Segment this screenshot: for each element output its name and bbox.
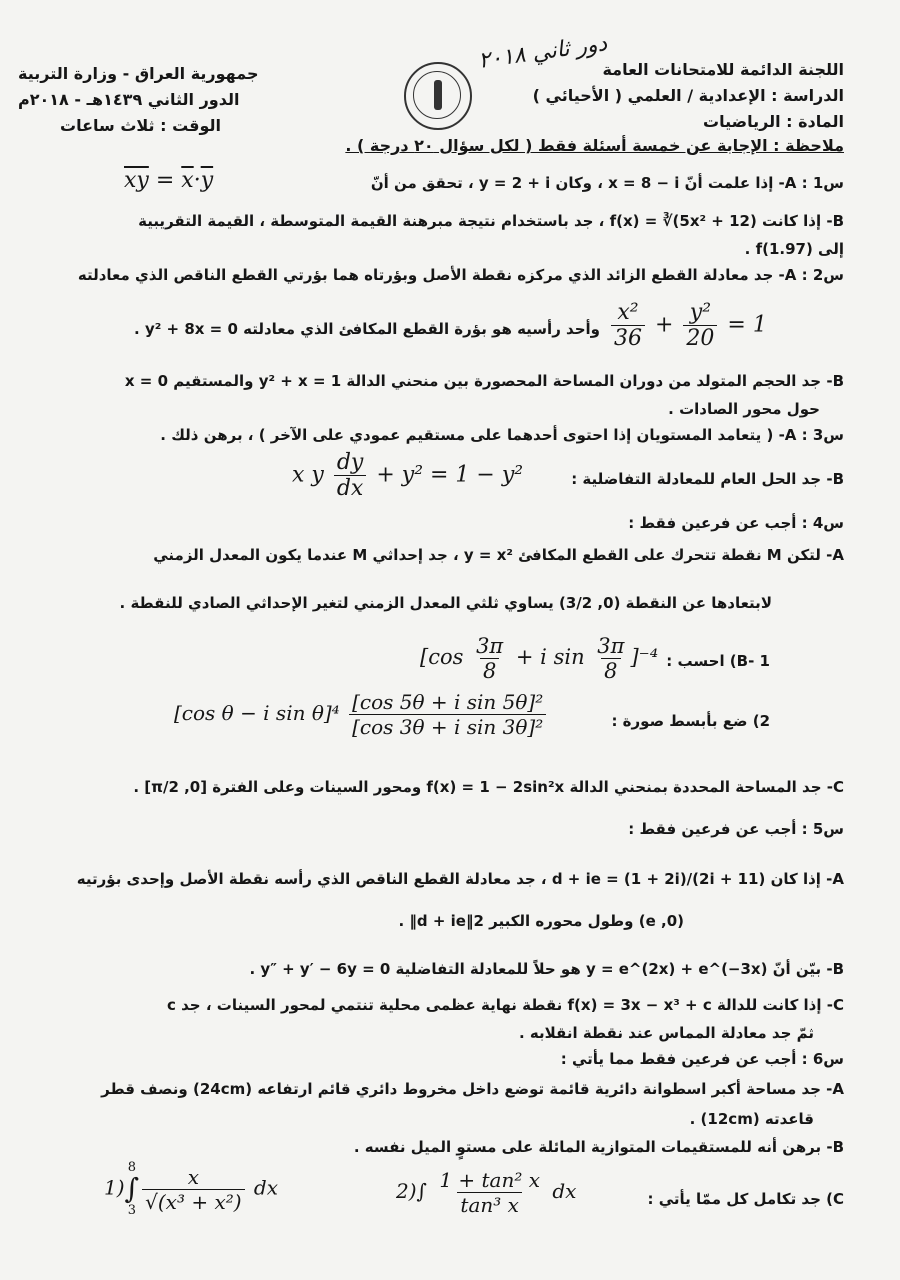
committee-name: اللجنة الدائمة للامتحانات العامة: [602, 60, 844, 79]
q4-b2-expression: [cos θ − i sin θ]⁴ $\frac{\text{[cos 5θ + i sin 5θ]²}}{\text{[cos 3θ + i sin 3θ]²}}$: [174, 690, 549, 739]
q3-b-equation: x y $\frac{dy}{dx}$ + y² = 1 − y²: [292, 450, 524, 501]
q2-ellipse-equation: $\frac{\text{x²}}{36}$ + $\frac{\text{y²}}{20}$ = 1: [608, 300, 767, 351]
subject: المادة : الرياضيات: [703, 112, 844, 131]
ministry: جمهورية العراق - وزارة التربية: [18, 64, 259, 83]
q3-a: س3 : A- ( يتعامد المستويان إذا احتوى أحدهما على مستقيم عمودي على الآخر ) ، برهن ذلك .: [160, 426, 844, 444]
q4-c: C- جد المساحة المحددة بمنحني الدالة f(x) = 1 − 2sin²x ومحور السينات وعلى الفترة [0, π/2] .: [133, 778, 844, 796]
q2-a-cont: وأحد رأسيه هو بؤرة القطع المكافئ الذي معادلته y² + 8x = 0 .: [134, 320, 600, 338]
q5-a-cont: (0, e) وطول محوره الكبير 2‖d + ie‖ .: [398, 912, 684, 930]
q1-b: B- إذا كانت f(x) = ∛(5x² + 12) ، جد باستخدام نتيجة مبرهنة القيمة المتوسطة ، القيمة التقريبية: [138, 212, 844, 230]
q1-a: س1 : A- إذا علمت أنّ x = 8 − i ، وكان y = 2 + i ، تحقق من أنّ: [370, 174, 844, 192]
exam-time: الوقت : ثلاث ساعات: [60, 116, 222, 135]
q2-b-cont: حول محور الصادات .: [668, 400, 820, 418]
q5-c-cont: ثمّ جد معادلة المماس عند نقطة انقلابه .: [518, 1024, 814, 1042]
q6-b: B- برهن أنه للمستقيمات المتوازية المائلة على مستوٍ الميل نفسه .: [353, 1138, 844, 1156]
q1-b-cont: إلى f(1.97) .: [744, 240, 844, 258]
exam-round: الدور الثاني ١٤٣٩هـ - ٢٠١٨م: [18, 90, 240, 109]
q6-c2-integral: 2)∫ $\frac{\text{1 + tan² x}}{\text{tan³ x}}$ dx: [396, 1168, 577, 1217]
q2-b: B- جد الحجم المتولد من دوران المساحة المحصورة بين منحني الدالة y² + x = 1 والمستقيم x = 0: [124, 372, 844, 390]
q5-b: B- بيّن أنّ y = e^(2x) + e^(−3x) هو حلاً للمعادلة التفاضلية y″ + y′ − 6y = 0 .: [249, 960, 844, 978]
ministry-seal: [404, 62, 472, 130]
q5-title: س5 : أجب عن فرعين فقط :: [628, 820, 844, 838]
q4-b2: 2) ضع بأبسط صورة :: [611, 712, 770, 730]
exam-note: ملاحظة : الإجابة عن خمسة أسئلة فقط ( لكل سؤال ٢٠ درجة ) .: [345, 136, 844, 155]
q4-a: A- لتكن M نقطة تتحرك على القطع المكافئ y = x² ، جد إحداثي M عندما يكون المعدل الزمني: [153, 546, 844, 564]
q5-a: A- إذا كان (11 + 2i)/(1 + 2i) = d + ie ، جد معادلة القطع الناقص الذي رأسه نقطة الأصل وإحدى بؤرتيه: [76, 870, 844, 888]
q6-a: A- جد مساحة أكبر اسطوانة دائرية قائمة توضع داخل مخروط دائري قائم ارتفاعه (24cm) ونصف قطر: [101, 1080, 844, 1098]
q6-c1-integral: 1) 8 ∫ 3 $\frac{x}{\text{√(x³ + x²)}}$ dx: [104, 1160, 278, 1218]
q6-c: C) جد تكامل كل ممّا يأتي :: [647, 1190, 844, 1208]
q4-b1: B- 1) احسب :: [666, 652, 770, 670]
q4-b1-expression: [cos $\frac{3\pi}{8}$ + i sin $\frac{3\pi}{8}$ ]⁻⁴: [420, 634, 659, 683]
q3-b: B- جد الحل العام للمعادلة التفاضلية :: [571, 470, 844, 488]
q5-c: C- إذا كانت للدالة f(x) = 3x − x³ + c نقطة نهاية عظمى محلية تنتمي لمحور السينات ، جد c: [167, 996, 844, 1014]
q6-a-cont: قاعدته (12cm) .: [689, 1110, 814, 1128]
handwritten-note: دور ثاني ٢٠١٨: [476, 31, 609, 74]
q6-title: س6 : أجب عن فرعين فقط مما يأتي :: [560, 1050, 844, 1068]
q1-a-formula: $\overline{xy} = \overline{x}\cdot\overline{y}$: [124, 168, 214, 193]
q4-title: س4 : أجب عن فرعين فقط :: [628, 514, 844, 532]
q2-a: س2 : A- جد معادلة القطع الزائد الذي مركزه نقطة الأصل وبؤرتاه هما بؤرتي القطع الناقص الذي معادلته: [77, 266, 844, 284]
q4-a-cont: لابتعادها عن النقطة (0, 3/2) يساوي ثلثي المعدل الزمني لتغير الإحداثي الصادي للنقطة .: [119, 594, 772, 612]
study-branch: الدراسة : الإعدادية / العلمي ( الأحيائي ): [532, 86, 844, 105]
